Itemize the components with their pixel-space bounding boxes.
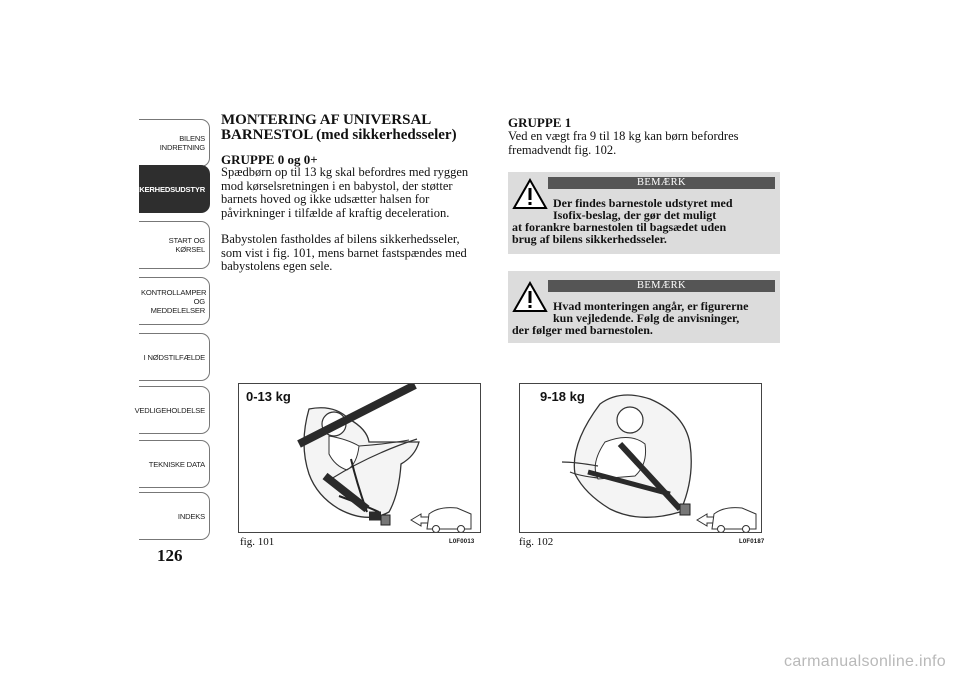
- watermark: carmanualsonline.info: [784, 653, 946, 670]
- text-line: mod kørselsretningen i en babystol, der støtter: [221, 178, 453, 193]
- sidebar-tab-bilens-indretning[interactable]: [139, 119, 210, 167]
- warning-icon: [512, 281, 548, 313]
- subheading-gruppe-1: GRUPPE 1: [508, 115, 572, 130]
- notice-title: BEMÆRK: [548, 177, 775, 189]
- sidebar-tab-indeks[interactable]: [139, 492, 210, 540]
- sidebar-tab-tekniske-data[interactable]: [139, 440, 210, 488]
- sidebar-tab-kontrollamper[interactable]: [139, 277, 210, 325]
- text-line: påvirkninger i tilfælde af kraftig deceleration.: [221, 205, 450, 220]
- notice-title: BEMÆRK: [548, 280, 775, 292]
- sidebar-tab-vedligeholdelse[interactable]: [134, 386, 210, 434]
- text-line: fremadvendt fig. 102.: [508, 142, 617, 157]
- sidebar-tab-label: SIKKERHEDSUDSTYR: [127, 184, 205, 194]
- section-heading-line1: MONTERING AF UNIVERSAL: [221, 112, 432, 128]
- sidebar-tab-start-og-korsel[interactable]: [139, 221, 210, 269]
- sidebar-tab-label: BILENS INDRETNING: [159, 134, 205, 152]
- warning-icon: [512, 178, 548, 210]
- notice-line: Hvad monteringen angår, er figurerne: [553, 299, 749, 313]
- text-line: Ved en vægt fra 9 til 18 kg kan børn befordres: [508, 129, 739, 143]
- figure-weight-label: 9-18 kg: [540, 389, 585, 404]
- sidebar-tab-label: KONTROLLAMPER OG MEDDELELSER: [141, 287, 207, 315]
- text-line: Spædbørn op til 13 kg skal befordres med ryggen: [221, 165, 469, 179]
- page-number: 126: [157, 546, 183, 565]
- figure-caption: fig. 102: [519, 536, 554, 548]
- sidebar-tab-label: START OG KØRSEL: [168, 236, 205, 254]
- text-line: Babystolen fastholdes af bilens sikkerhedsseler,: [221, 232, 460, 246]
- text-line: babystolens egen sele.: [221, 259, 333, 273]
- figure-caption: fig. 101: [240, 536, 275, 548]
- paragraph-spaedborn: [221, 166, 468, 220]
- sidebar-tab-label: VEDLIGEHOLDELSE: [134, 405, 205, 415]
- figure-101: [238, 383, 481, 533]
- child-seat-illustration: [520, 384, 761, 532]
- paragraph-gruppe-1: [508, 130, 739, 157]
- sidebar-tab-sikkerhedsudstyr[interactable]: [127, 165, 210, 213]
- sidebar-tab-label: I NØDSTILFÆLDE: [143, 352, 205, 362]
- section-heading-line2: BARNESTOL (med sikkerhedsseler): [221, 127, 457, 143]
- notice-line: der følger med barnestolen.: [512, 323, 653, 337]
- sidebar-tab-i-nodstilfaelde[interactable]: [139, 333, 210, 381]
- figure-weight-label: 0-13 kg: [246, 389, 291, 404]
- notice-line: Isofix-beslag, der gør det muligt: [553, 208, 717, 222]
- figure-code: L0F0013: [449, 539, 475, 545]
- figure-102: [519, 383, 762, 533]
- text-line: barnets hoved og ikke udsætter halsen for: [221, 192, 430, 206]
- sidebar-tab-label: TEKNISKE DATA: [148, 459, 205, 469]
- notice-line: Der findes barnestole udstyret med: [553, 196, 733, 210]
- infant-seat-illustration: [239, 384, 480, 532]
- notice-line: at forankre barnestolen til bagsædet uden: [512, 220, 727, 234]
- subheading-gruppe-0: GRUPPE 0 og 0+: [221, 152, 318, 167]
- figure-code: L0F0187: [739, 539, 765, 545]
- sidebar-tab-label: INDEKS: [177, 511, 205, 521]
- notice-line: kun vejledende. Følg de anvisninger,: [553, 311, 740, 325]
- paragraph-babystolen: [221, 233, 467, 274]
- notice-line: brug af bilens sikkerhedsseler.: [512, 232, 667, 246]
- text-line: som vist i fig. 101, mens barnet fastspændes med: [221, 245, 467, 260]
